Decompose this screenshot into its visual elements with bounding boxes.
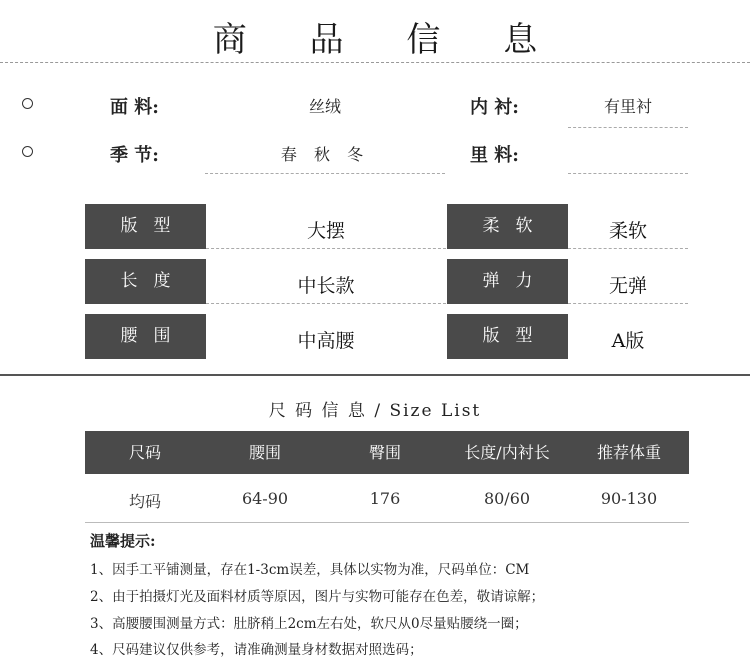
cell-length: 80/60 xyxy=(483,489,531,508)
season-value: 春 秋 冬 xyxy=(280,145,370,164)
attr-underline xyxy=(568,303,688,304)
table-bottom-border xyxy=(85,522,689,523)
header-size: 尺码 xyxy=(128,443,161,462)
attr-label-shape: 版型 xyxy=(447,314,568,359)
header-waist: 腰围 xyxy=(248,443,281,462)
bullet-circle-icon xyxy=(22,98,33,109)
section-divider xyxy=(0,374,750,376)
size-section-title: 尺 码 信 息 / Size List xyxy=(268,401,482,421)
page-title: 商 品 信 息 xyxy=(212,20,564,60)
header-weight: 推荐体重 xyxy=(596,443,661,462)
bullet-circle-icon xyxy=(22,146,33,157)
header-length: 长度/内衬长 xyxy=(464,443,550,462)
cell-waist: 64-90 xyxy=(241,489,289,508)
attr-value-length: 中长款 xyxy=(297,275,355,297)
cell-hip: 176 xyxy=(369,489,401,508)
title-divider xyxy=(0,62,750,63)
cell-size: 均码 xyxy=(128,492,161,511)
season-label: 季 节: xyxy=(110,145,159,166)
inner-underline xyxy=(568,173,688,174)
fabric-value: 丝绒 xyxy=(308,97,341,116)
tip-item: 2、由于拍摄灯光及面料材质等原因，图片与实物可能存在色差，敬请谅解； xyxy=(90,589,545,605)
attr-label-softness: 柔软 xyxy=(447,204,568,249)
lining-underline xyxy=(568,127,688,128)
fabric-label: 面 料: xyxy=(110,97,159,118)
cell-weight: 90-130 xyxy=(600,489,658,508)
lining-value: 有里衬 xyxy=(603,97,652,116)
header-hip: 臀围 xyxy=(368,443,401,462)
lining-label: 内 衬: xyxy=(470,97,519,118)
attr-underline xyxy=(206,303,446,304)
tip-item: 3、高腰腰围测量方式：肚脐稍上2cm左右处，软尺从0尽量贴腰绕一圈； xyxy=(90,616,528,632)
season-underline xyxy=(205,173,445,174)
attr-value-waist: 中高腰 xyxy=(297,330,355,352)
attr-label-waist: 腰围 xyxy=(85,314,206,359)
attr-label-length: 长度 xyxy=(85,259,206,304)
attr-label-cut: 版型 xyxy=(85,204,206,249)
attr-value-cut: 大摆 xyxy=(306,220,345,242)
attr-underline xyxy=(206,248,446,249)
inner-label: 里 料: xyxy=(470,145,519,166)
tips-title: 温馨提示: xyxy=(90,532,156,550)
size-table-header xyxy=(85,431,689,474)
attr-value-shape: A版 xyxy=(611,330,645,352)
attr-value-softness: 柔软 xyxy=(608,220,647,242)
tip-item: 4、尺码建议仅供参考，请准确测量身材数据对照选码； xyxy=(90,642,423,658)
tip-item: 1、因手工平铺测量，存在1-3cm误差，具体以实物为准，尺码单位：CM xyxy=(90,562,530,578)
attr-value-elasticity: 无弹 xyxy=(608,275,647,297)
attr-underline xyxy=(568,248,688,249)
attr-label-elasticity: 弹力 xyxy=(447,259,568,304)
